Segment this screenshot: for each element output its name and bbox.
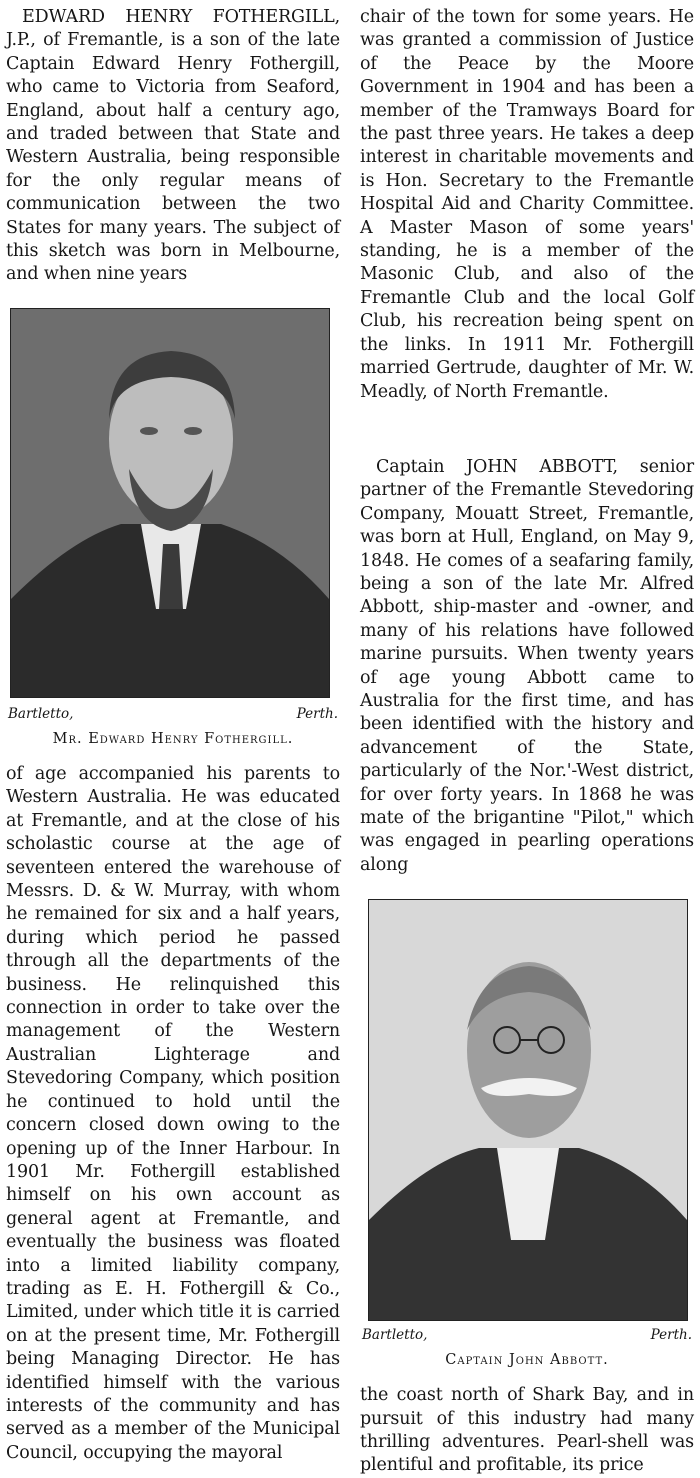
abbott-photo-credit bbox=[362, 1327, 692, 1343]
portrait-figure-icon bbox=[369, 900, 687, 1320]
photographer-credit: Bartletto, bbox=[8, 706, 74, 722]
fothergill-photo-caption: Mr. Edward Henry Fothergill. bbox=[52, 731, 294, 747]
portrait-figure-icon bbox=[11, 309, 329, 697]
photo-location: Perth. bbox=[650, 1327, 692, 1344]
fothergill-intro-paragraph: EDWARD HENRY FOTHERGILL, J.P., of Fremantle, is a son of the late Captain Edward Henry Fothergill, who came to Victoria from Seaford, England, about half a century ago, and traded between that State and Western Australia, being responsible for the only regular means of communication between the two States for many years. The subject of this sketch was born in Melbourne, and when nine years bbox=[6, 7, 340, 285]
abbott-portrait-photo bbox=[368, 899, 688, 1321]
photo-location: Perth. bbox=[296, 706, 338, 722]
photographer-credit: Bartletto, bbox=[362, 1327, 428, 1344]
abbott-intro-paragraph: Captain JOHN ABBOTT, senior partner of the Fremantle Stevedoring Company, Mouatt Street, Fremantle, was born at Hull, England, on May 9, 1848. He comes of a seafaring family, being a son of the late Mr. Alfred Abbott, ship-master and -owner, and many of his relations have followed marine pursuits. When twenty years of age young Abbott came to Australia for the first time, and has been identified with the history and advancement of the State, particularly of the Nor.'-West district, for over forty years. In 1868 he was mate of the brigantine "Pilot," which was engaged in pearling operations along bbox=[360, 456, 694, 875]
right-column bbox=[360, 6, 694, 1478]
abbott-continued-paragraph: the coast north of Shark Bay, and in pursuit of this industry had many thrilling adventures. Pearl-shell was plentiful and profitable, its price bbox=[360, 1385, 694, 1476]
fothergill-photo-credit bbox=[8, 706, 338, 722]
left-column bbox=[6, 6, 340, 1465]
abbott-photo-caption: Captain John Abbott. bbox=[445, 1352, 609, 1369]
fothergill-portrait-photo bbox=[10, 308, 330, 698]
fothergill-body-paragraph: of age accompanied his parents to Western Australia. He was educated at Fremantle, and at the close of his scholastic course at the age of seventeen entered the warehouse of Messrs. D. & W. Murray, with whom he remained for six and a half years, during which period he passed through all the departments of the business. He relinquished this connection in order to take over the management of the Western Australian Lighterage and Stevedoring Company, which position he continued to hold until the concern closed down owing to the opening up of the Inner Harbour. In 1901 Mr. Fothergill established himself on his own account as general agent at Fremantle, and eventually the business was floated into a limited liability company, trading as E. H. Fothergill & Co., Limited, under which title it is carried on at the present time, Mr. Fothergill being Managing Director. He has identified himself with the various interests of the community and has served as a member of the Municipal Council, occupying the mayoral bbox=[6, 764, 340, 1463]
fothergill-continued-paragraph: chair of the town for some years. He was granted a commission of Justice of the Peace by the Moore Government in 1904 and has been a member of the Tramways Board for the past three years. He takes a deep interest in charitable movements and is Hon. Secretary to the Fremantle Hospital Aid and Charity Committee. A Master Mason of some years' standing, he is a member of the Masonic Club, and also of the Fremantle Club and the local Golf Club, his recreation being spent on the links. In 1911 Mr. Fothergill married Gertrude, daughter of Mr. W. Meadly, of North Fremantle. bbox=[360, 7, 694, 402]
